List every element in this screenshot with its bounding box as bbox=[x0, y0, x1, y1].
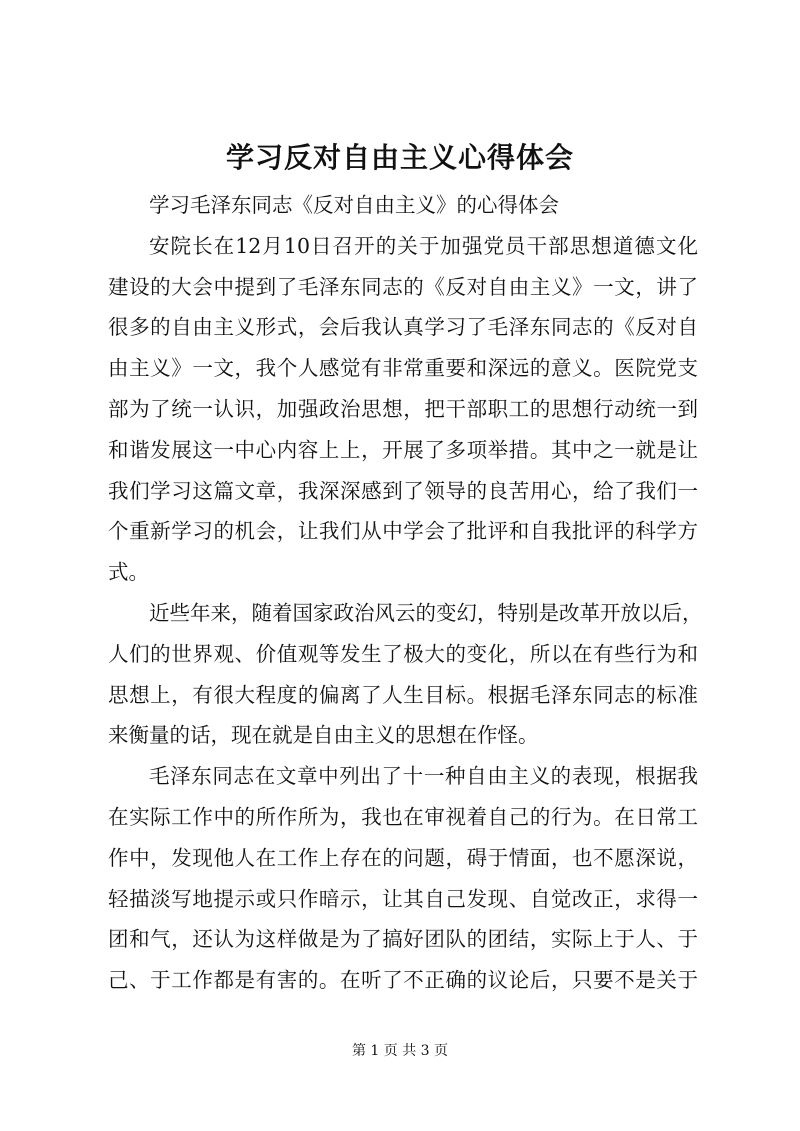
paragraph-line: 个重新学习的机会，让我们从中学会了批评和自我批评的科学方 bbox=[108, 519, 698, 544]
page-number-footer: 第 1 页 共 3 页 bbox=[351, 1043, 449, 1059]
paragraph-line: 近些年来，随着国家政治风云的变幻，特别是改革开放以后， bbox=[149, 600, 703, 625]
document-body bbox=[108, 185, 703, 1001]
paragraph-2 bbox=[108, 593, 703, 756]
paragraph-line: 由主义》一文，我个人感觉有非常重要和深远的意义。医院党支 bbox=[108, 356, 698, 381]
paragraph-line: 我们学习这篇文章，我深深感到了领导的良苦用心，给了我们一 bbox=[108, 478, 698, 503]
paragraph-line: 人们的世界观、价值观等发生了极大的变化，所以在有些行为和 bbox=[108, 641, 698, 666]
paragraph-line: 和谐发展这一中心内容上上，开展了多项举措。其中之一就是让 bbox=[108, 437, 698, 462]
paragraph-line: 毛泽东同志在文章中列出了十一种自由主义的表现，根据我 bbox=[149, 764, 698, 789]
document-subtitle: 学习毛泽东同志《反对自由主义》的心得体会 bbox=[149, 193, 559, 217]
paragraph-line: 很多的自由主义形式，会后我认真学习了毛泽东同志的《反对自 bbox=[108, 315, 698, 340]
paragraph-line: 建设的大会中提到了毛泽东同志的《反对自由主义》一文，讲了 bbox=[108, 274, 698, 299]
paragraph-line: 安院长在12月10日召开的关于加强党员干部思想道德文化 bbox=[149, 233, 698, 258]
paragraph-line: 部为了统一认识，加强政治思想，把干部职工的思想行动统一到 bbox=[108, 396, 698, 421]
paragraph-line: 在实际工作中的所作所为，我也在审视着自己的行为。在日常工 bbox=[108, 804, 698, 829]
paragraph-line: 作中，发现他人在工作上存在的问题，碍于情面，也不愿深说， bbox=[108, 845, 698, 870]
paragraph-line: 团和气，还认为这样做是为了搞好团队的团结，实际上于人、于 bbox=[108, 927, 698, 952]
paragraph-line: 来衡量的话，现在就是自由主义的思想在作怪。 bbox=[108, 723, 539, 748]
paragraph-line: 思想上，有很大程度的偏离了人生目标。根据毛泽东同志的标准 bbox=[108, 682, 698, 707]
paragraph-line: 己、于工作都是有害的。在听了不正确的议论后，只要不是关于 bbox=[108, 968, 698, 993]
paragraph-1 bbox=[108, 226, 698, 593]
document-title: 学习反对自由主义心得体会 bbox=[225, 141, 574, 174]
paragraph-3 bbox=[108, 756, 698, 1001]
paragraph-line: 式。 bbox=[108, 560, 149, 585]
paragraph-line: 轻描淡写地提示或只作暗示，让其自己发现、自觉改正，求得一 bbox=[108, 886, 698, 911]
